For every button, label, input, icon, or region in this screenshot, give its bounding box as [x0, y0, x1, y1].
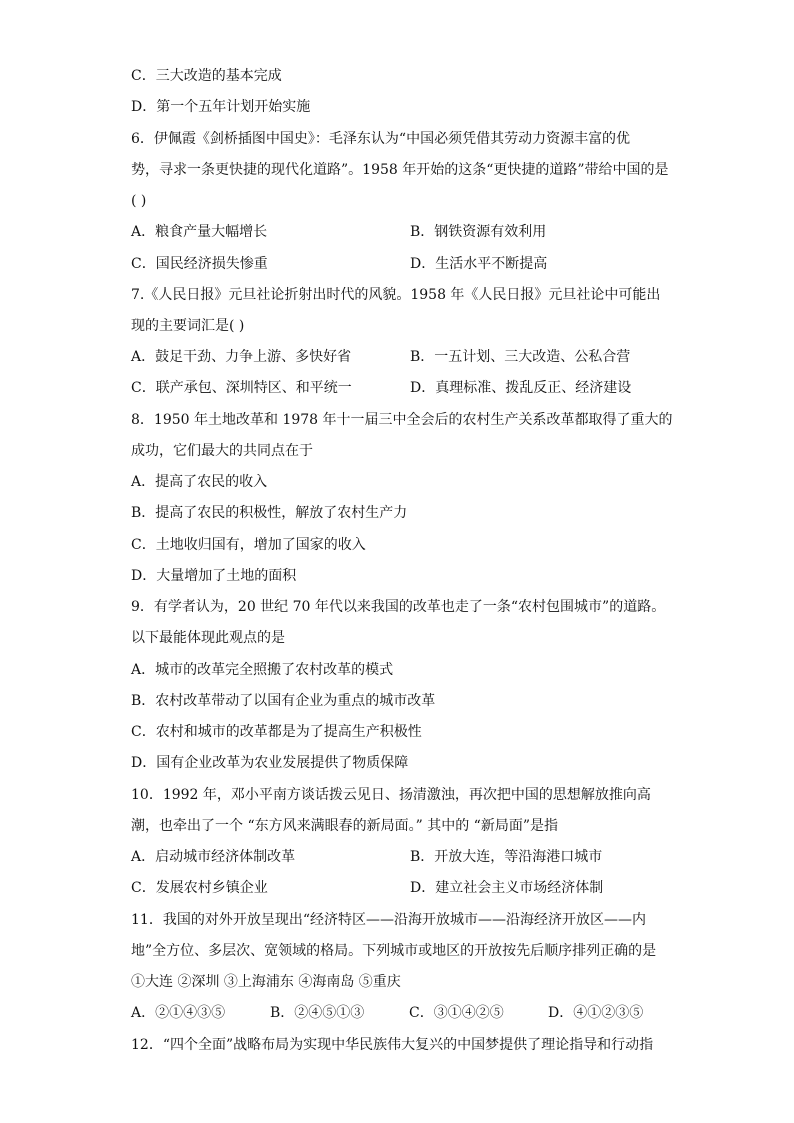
q8-option-a: A．提高了农民的收入 [131, 474, 268, 490]
q8-option-b: B．提高了农民的积极性，解放了农村生产力 [131, 505, 408, 521]
q10-stem-line1: 10．1992 年，邓小平南方谈话拨云见日、扬清激浊，再次把中国的思想解放推向高 [131, 787, 651, 803]
q9-option-b: B．农村改革带动了以国有企业为重点的城市改革 [131, 693, 436, 709]
q9-option-c: C．农村和城市的改革都是为了提高生产积极性 [131, 724, 422, 740]
q6-stem-line2: 势，寻求一条更快捷的现代化道路”。1958 年开始的这条“更快捷的道路”带给中国的是 [131, 162, 669, 178]
q11-item-list: ①大连 ②深圳 ③上海浦东 ④海南岛 ⑤重庆 [131, 974, 401, 990]
q11-option-d: D．④①②③⑤ [548, 1005, 644, 1021]
q11-option-a: A．②①④③⑤ [131, 1005, 226, 1021]
q6-option-b: B．钢铁资源有效利用 [410, 224, 547, 240]
q9-option-d: D．国有企业改革为农业发展提供了物质保障 [131, 755, 409, 771]
q7-option-c: C．联产承包、深圳特区、和平统一 [131, 380, 352, 396]
q10-option-b: B．开放大连，等沿海港口城市 [410, 849, 603, 865]
q6-option-a: A．粮食产量大幅增长 [131, 224, 268, 240]
q9-stem-line1: 9．有学者认为，20 世纪 70 年代以来我国的改革也走了一条“农村包围城市”的道路。 [131, 599, 666, 615]
q5-option-c: C．三大改造的基本完成 [131, 68, 282, 84]
q10-option-a: A．启动城市经济体制改革 [131, 849, 296, 865]
q8-stem-line2: 成功，它们最大的共同点在于 [131, 443, 313, 459]
q6-option-c: C．国民经济损失惨重 [131, 256, 268, 272]
q7-option-a: A．鼓足干劲、力争上游、多快好省 [131, 349, 352, 365]
q8-option-d: D．大量增加了土地的面积 [131, 568, 297, 584]
q11-option-c: C．③①④②⑤ [409, 1005, 504, 1021]
q8-option-c: C．土地收归国有，增加了国家的收入 [131, 537, 366, 553]
q12-stem-line1: 12．“四个全面”战略布局为实现中华民族伟大复兴的中国梦提供了理论指导和行动指 [131, 1037, 654, 1053]
q11-stem-line1: 11．我国的对外开放呈现出“经济特区——沿海开放城市——沿海经济开放区——内 [131, 912, 646, 928]
q11-stem-line2: 地”全方位、多层次、宽领域的格局。下列城市或地区的开放按先后顺序排列正确的是 [131, 943, 657, 959]
q10-option-d: D．建立社会主义市场经济体制 [410, 880, 604, 896]
q10-option-c: C．发展农村乡镇企业 [131, 880, 268, 896]
q8-stem-line1: 8．1950 年土地改革和 1978 年十一届三中全会后的农村生产关系改革都取得了重大的 [131, 412, 673, 428]
q7-option-b: B．一五计划、三大改造、公私合营 [410, 349, 631, 365]
q7-option-d: D．真理标准、拨乱反正、经济建设 [410, 380, 632, 396]
q11-option-b: B．②④⑤①③ [270, 1005, 365, 1021]
q9-stem-line2: 以下最能体现此观点的是 [131, 630, 285, 646]
q6-option-d: D．生活水平不断提高 [410, 256, 548, 272]
q7-stem-line2: 现的主要词汇是( ) [131, 318, 245, 334]
q10-stem-line2: 潮，也牵出了一个 “东方风来满眼春的新局面。” 其中的 “新局面”是指 [131, 818, 558, 834]
q6-stem-line1: 6．伊佩霞《剑桥插图中国史》：毛泽东认为“中国必须凭借其劳动力资源丰富的优 [131, 131, 631, 147]
q6-stem-line3: ( ) [131, 193, 147, 209]
q9-option-a: A．城市的改革完全照搬了农村改革的模式 [131, 662, 394, 678]
q7-stem-line1: 7.《人民日报》元旦社论折射出时代的风貌。1958 年《人民日报》元旦社论中可能出 [131, 287, 661, 303]
q5-option-d: D．第一个五年计划开始实施 [131, 99, 311, 115]
